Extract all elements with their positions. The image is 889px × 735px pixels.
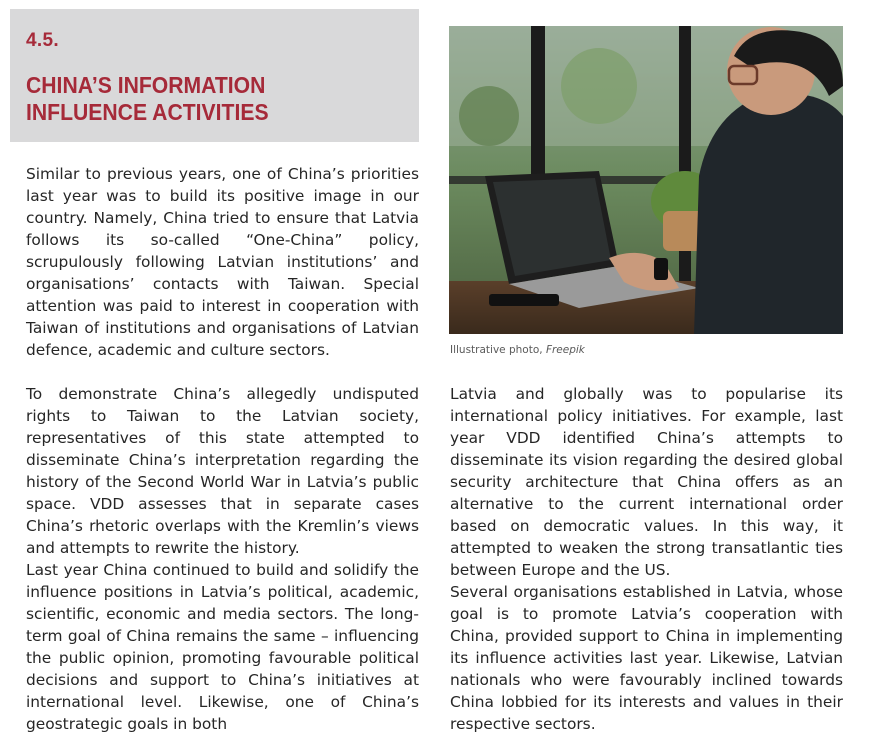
paragraph-policy-initiatives: Latvia and globally was to popularise its international policy initiatives. For example, last year VDD identified China’s attempts to disseminate its vision regarding the desired global security architecture that China offers as an alternative to the current international order based on democratic values. In this way, it attempted to weaken the strong transatlantic ties between Europe and the US. [450, 385, 843, 579]
section-title-line-2: INFLUENCE ACTIVITIES [26, 99, 269, 125]
photo-caption [450, 344, 585, 356]
paragraph-priorities: Similar to previous years, one of China’s priorities last year was to build its positive image in our country. Namely, China tried to ensure that Latvia follows its so-called “One-China” policy, scrupulously following Latvian institutions’ and organisations’ contacts with Taiwan. Special attention was paid to interest in cooperation with Taiwan of institutions and organisations of Latvian defence, academic and culture sectors. [26, 165, 419, 359]
section-title-line-1: CHINA’S INFORMATION [26, 72, 266, 98]
illustrative-photo [449, 26, 843, 334]
section-title [26, 72, 357, 126]
paragraph-organisations: Several organisations established in Latvia, whose goal is to promote Latvia’s cooperation with China, provided support to China in implementing its influence activities last year. Likewise, Latvian nationals who were favourably inclined towards China lobbied for its interests and values in their respective sectors. [450, 583, 843, 733]
caption-prefix: Illustrative photo, [450, 344, 543, 356]
paragraph-influence-positions: Last year China continued to build and solidify the influence positions in Latvia’s political, academic, scientific, economic and media sectors. The long-term goal of China remains the same – influencing the public opinion, promoting favourable political decisions and support to China’s initiatives at international level. Likewise, one of China’s geostrategic goals in both [26, 561, 419, 733]
section-number: 4.5. [26, 30, 59, 51]
paragraph-taiwan-rights: To demonstrate China’s allegedly undisputed rights to Taiwan to the Latvian society, representatives of this state attempted to disseminate China’s interpretation regarding the history of the Second World War in Latvia’s public space. VDD assesses that in separate cases China’s rhetoric overlaps with the Kremlin’s views and attempts to rewrite the history. [26, 385, 419, 557]
caption-source: Freepik [545, 344, 585, 356]
